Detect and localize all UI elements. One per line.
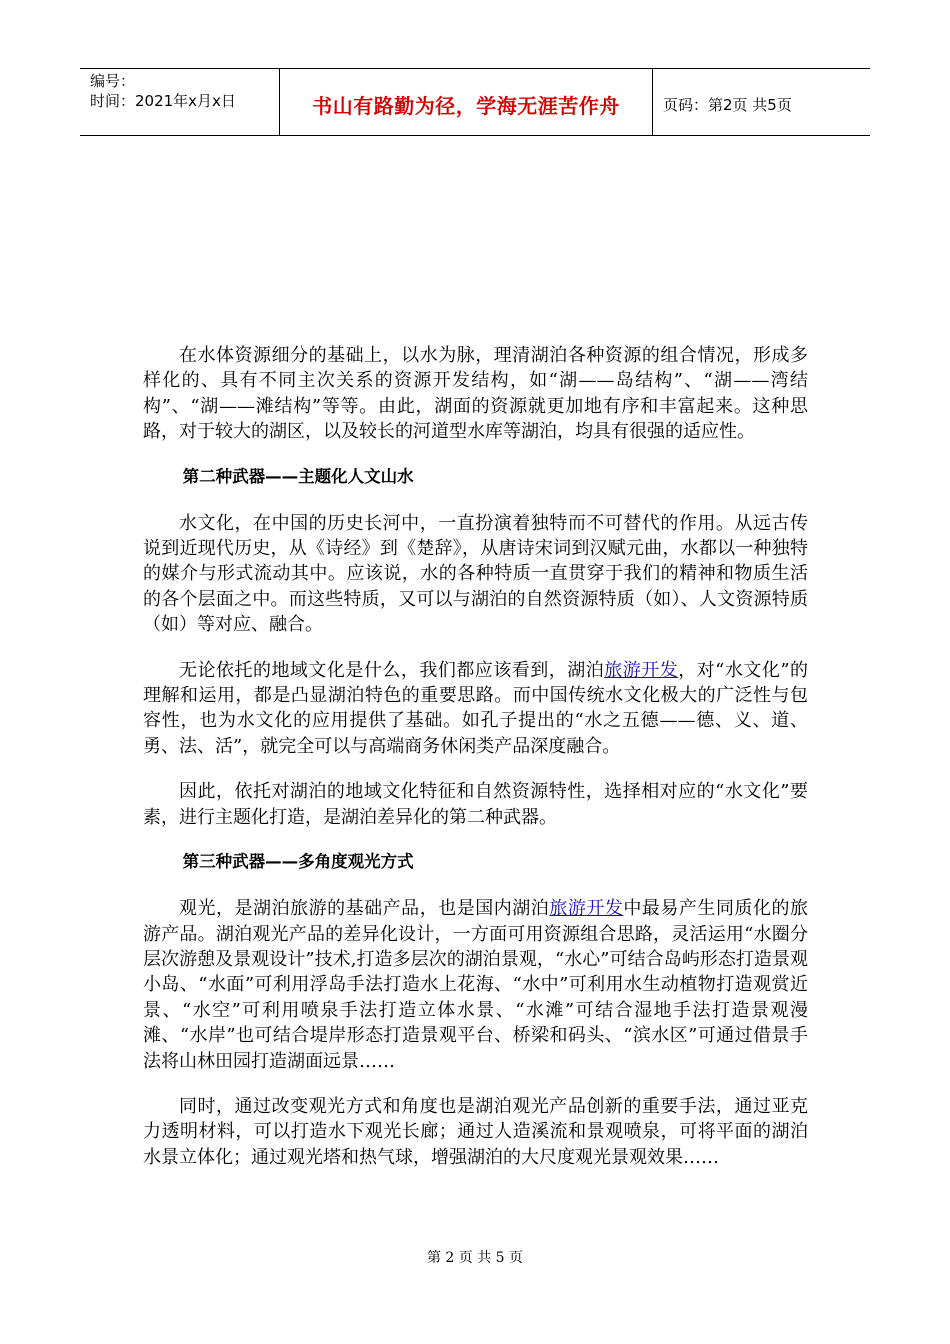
document-body <box>143 343 808 1170</box>
document-header <box>80 68 870 136</box>
tourism-development-link[interactable]: 旅游开发 <box>549 898 624 920</box>
paragraph-viewing-methods: 同时，通过改变观光方式和角度也是湖泊观光产品创新的重要手法，通过亚克力透明材料，可以打造水下观光长廊；通过人造溪流和景观喷泉，可将平面的湖泊水景立体化；通过观光塔和热气球，增强湖泊的大尺度观光景观效果…… <box>143 1095 808 1168</box>
paragraph-sightseeing <box>143 896 808 1074</box>
header-motto: 书山有路勤为径，学海无涯苦作舟 <box>312 93 620 118</box>
paragraph-thematic-conclusion: 因此，依托对湖泊的地域文化特征和自然资源特性，选择相对应的“水文化”要素，进行主题化打造，是湖泊差异化的第二种武器。 <box>143 781 808 828</box>
page-footer: 第 2 页 共 5 页 <box>426 1250 524 1266</box>
paragraph-water-culture: 水文化，在中国的历史长河中，一直扮演着独特而不可替代的作用。从远古传说到近现代历史，从《诗经》到《楚辞》，从唐诗宋词到汉赋元曲，水都以一种独特的媒介与形式流动其中。应该说，水的各种特质一直贯穿于我们的精神和物质生活的各个层面之中。而这些特质，又可以与湖泊的自然资源特质（如）、人文资源特质（如）等对应、融合。 <box>143 512 808 636</box>
header-meta <box>80 69 280 135</box>
paragraph-text: 无论依托的地域文化是什么，我们都应该看到，湖泊 <box>179 659 605 681</box>
header-page-label: 页码：第2页 共5页 <box>663 95 792 114</box>
document-number-label: 编号： <box>90 72 136 90</box>
header-motto-cell <box>280 69 653 135</box>
document-time-label: 时间：2021年x月x日 <box>90 92 236 110</box>
paragraph-text: ，对“水文化”的理解和运用，都是凸显湖泊特色的重要思路。而中国传统水文化极大的广泛性与包容性，也为水文化的应用提供了基础。如孔子提出的“水之五德——德、义、道、勇、法、活”，就完全可以与高端商务休闲类产品深度融合。 <box>143 659 809 757</box>
paragraph-text: 中最易产生同质化的旅游产品。湖泊观光产品的差异化设计，一方面可用资源组合思路，灵活运用“水圈分层次游憩及景观设计”技术,打造多层次的湖泊景观，“水心”可结合岛屿形态打造景观小岛、“水面”可利用浮岛手法打造水上花海、“水中”可利用水生动植物打造观赏近景、“水空”可利用喷泉手法打造立体水景、“水滩”可结合湿地手法打造景观漫滩、“水岸”也可结合堤岸形态打造景观平台、桥梁和码头、“滨水区”可通过借景手法将山林田园打造湖面远景…… <box>143 898 809 1072</box>
paragraph-text: 观光，是湖泊旅游的基础产品，也是国内湖泊 <box>179 898 550 920</box>
paragraph-regional-culture <box>143 658 808 760</box>
heading-second-weapon: 第二种武器——主题化人文山水 <box>182 466 414 486</box>
header-page-cell <box>653 69 870 135</box>
heading-third-weapon: 第三种武器——多角度观光方式 <box>182 852 414 872</box>
tourism-development-link[interactable]: 旅游开发 <box>604 659 679 681</box>
paragraph-resource-structure: 在水体资源细分的基础上，以水为脉，理清湖泊各种资源的组合情况，形成多样化的、具有不同主次关系的资源开发结构，如“湖——岛结构”、“湖——湾结构”、“湖——滩结构”等等。由此，湖面的资源就更加地有序和丰富起来。这种思路，对于较大的湖区，以及较长的河道型水库等湖泊，均具有很强的适应性。 <box>143 345 808 443</box>
